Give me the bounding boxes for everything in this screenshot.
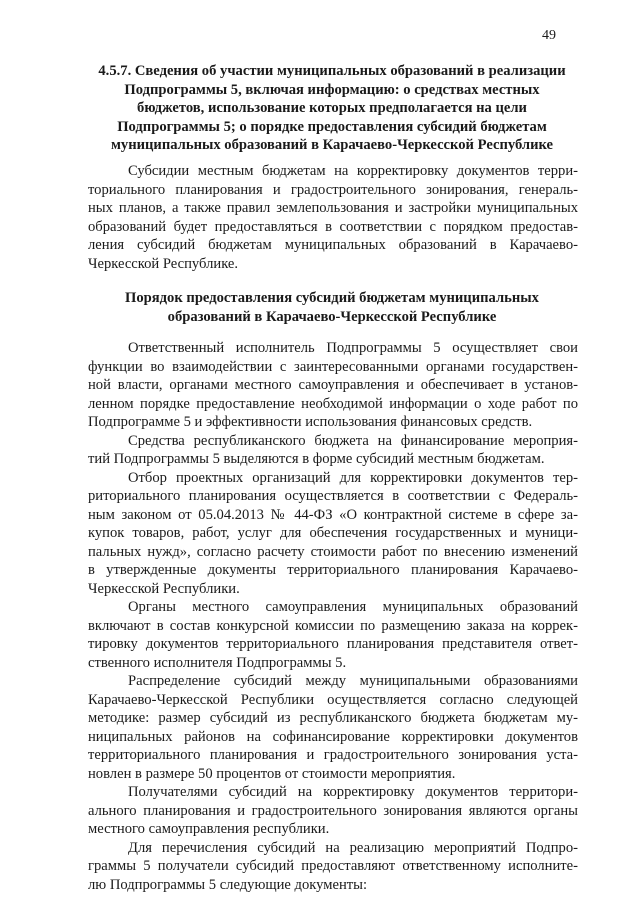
- text-line: тий Подпрограммы 5 выделяются в форме субсидий местным бюджетам.: [88, 451, 545, 467]
- text-line: местного самоуправления республики.: [88, 821, 330, 837]
- text-line: Черкесской Республике.: [88, 255, 239, 272]
- heading-line: Порядок предоставления субсидий бюджетам муниципальных: [125, 290, 539, 306]
- heading-line: Подпрограммы 5; о порядке предоставления субсидий бюджетам: [117, 118, 547, 135]
- text-line: Для перечисления субсидий на реализацию мероприятий Подпро-: [128, 839, 578, 856]
- text-line: Подпрограмме 5 и эффективности использования финансовых средств.: [88, 414, 533, 430]
- text-line: лю Подпрограммы 5 следующие документы:: [88, 876, 368, 893]
- page-number: 49: [542, 28, 556, 43]
- text-line: Органы местного самоуправления муниципальных образований: [128, 599, 578, 615]
- text-line: ального планирования и градостроительного зонирования являются органы: [88, 802, 578, 819]
- heading-line: муниципальных образований в Карачаево-Черкесской Республике: [110, 137, 554, 153]
- text-line: Субсидии местным бюджетам на корректировку документов терри-: [128, 163, 578, 179]
- text-line: пальных нужд», согласно расчету стоимости работ по внесению изменений: [88, 543, 578, 560]
- text-line: в утвержденные документы территориального планирования Карачаево-: [88, 562, 578, 578]
- heading-line: образований в Карачаево-Черкесской Республике: [167, 308, 497, 325]
- text-line: Карачаево-Черкесской Республики осуществляется согласно следующей: [88, 691, 578, 708]
- text-line: Черкесской Республики.: [88, 580, 240, 597]
- text-line: ным законом от 05.04.2013 № 44-ФЗ «О контрактной системе в сфере за-: [88, 506, 578, 523]
- text-line: ственного исполнителя Подпрограммы 5.: [88, 654, 347, 671]
- text-line: Распределение субсидий между муниципальными образованиями: [128, 673, 578, 689]
- text-line: тировку документов территориального планирования представителя ответ-: [88, 636, 578, 652]
- text-line: ниципальных районов на софинансирование корректировки документов: [88, 728, 578, 745]
- text-line: купок товаров, работ, услуг для обеспечения государственных и муници-: [88, 525, 578, 541]
- text-line: методике: размер субсидий из республиканского бюджета бюджетам му-: [88, 710, 578, 726]
- text-line: граммы 5 получатели субсидий предоставляют ответственному исполните-: [88, 858, 578, 874]
- text-line: ных планов, а также правил землепользования и застройки муниципальных: [88, 200, 578, 216]
- text-line: риториального планирования осуществляется в соответствии с Федераль-: [88, 488, 578, 504]
- text-line: ленном порядке предоставление необходимой информации о ходе работ по: [88, 395, 578, 412]
- text-line: Получателями субсидий на корректировку документов территори-: [128, 784, 578, 800]
- heading-line: 4.5.7. Сведения об участии муниципальных образований в реализации: [98, 63, 566, 79]
- heading-line: Подпрограммы 5, включая информацию: о средствах местных: [124, 81, 540, 98]
- text-line: ториального планирования и градостроительного зонирования, генераль-: [88, 181, 578, 198]
- text-line: новлен в размере 50 процентов от стоимости мероприятия.: [88, 765, 456, 782]
- text-line: ной власти, органами местного самоуправления и обеспечивает в установ-: [88, 377, 578, 393]
- section-heading: [88, 62, 576, 155]
- intro-paragraph: [88, 162, 578, 273]
- text-line: Средства республиканского бюджета на финансирование мероприя-: [128, 432, 578, 449]
- text-line: включают в состав конкурсной комиссии по размещению заказа на коррек-: [88, 617, 578, 634]
- text-line: Отбор проектных организаций для корректировки документов тер-: [128, 469, 578, 486]
- body-text: [88, 339, 578, 894]
- heading-line: бюджетов, использование которых предполагается на цели: [137, 100, 527, 116]
- text-line: функции во взаимодействии с заинтересованными органами государствен-: [88, 358, 578, 375]
- text-line: территориального планирования и градостроительного зонирования уста-: [88, 747, 578, 763]
- text-line: Ответственный исполнитель Подпрограммы 5 осуществляет свои: [128, 340, 578, 356]
- subsection-heading: [88, 289, 576, 326]
- text-line: образований будет предоставляться в соответствии с порядком предостав-: [88, 218, 578, 235]
- text-line: ления субсидий бюджетам муниципальных образований в Карачаево-: [88, 237, 578, 253]
